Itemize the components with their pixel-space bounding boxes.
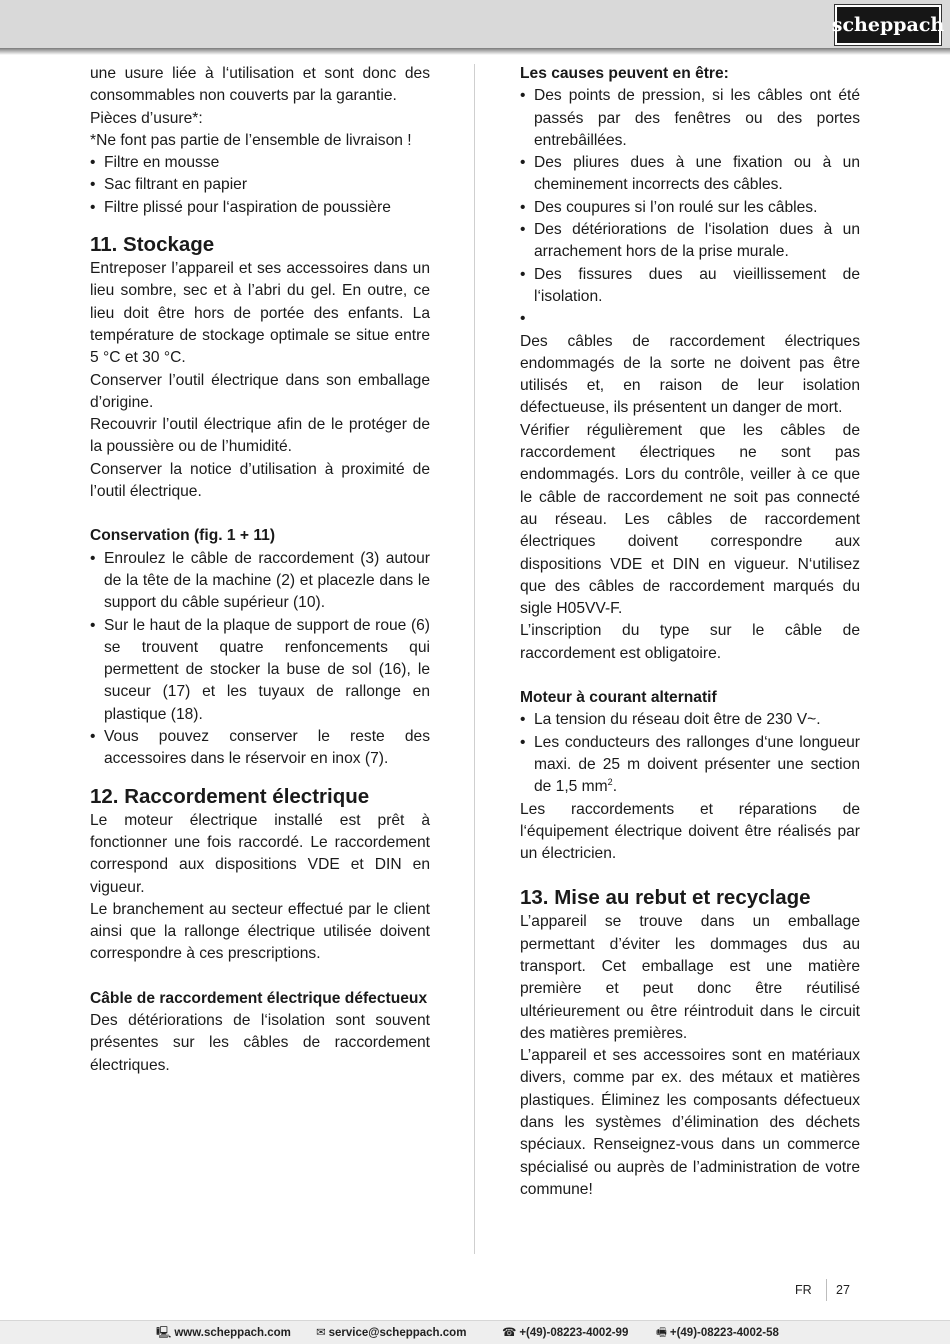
list-item: • Des coupures si l’on roulé sur les câbles. (520, 197, 860, 219)
logo-text: scheppach (831, 14, 945, 36)
fax-icon: 🖷 (656, 1327, 667, 1339)
list-item: • Vous pouvez conserver le reste des accessoires dans le réservoir en inox (7). (90, 726, 430, 771)
conservation-heading: Conservation (fig. 1 + 11) (90, 527, 276, 545)
computer-icon: 🖳 (156, 1327, 172, 1339)
defective-cable-heading: Câble de raccordement électrique défectueux (90, 989, 428, 1007)
intro-paragraph: une usure liée à l‘utilisation et sont donc des consommables non couverts par la garantie. (90, 65, 430, 105)
list-item: • Filtre plissé pour l‘aspiration de poussière (90, 197, 430, 219)
phone-item (502, 1325, 628, 1339)
list-item: • Des fissures dues au vieillissement de l‘isolation. (520, 264, 860, 309)
email-item[interactable] (316, 1325, 466, 1339)
electrician-paragraph: Les raccordements et réparations de l‘équipement électrique doivent être réalisés par un électricien. (520, 800, 860, 863)
defective-cable-paragraph: Des détériorations de l‘isolation sont souvent présentes sur les câbles de raccordement électriques. (90, 1011, 430, 1074)
section-12-heading: 12. Raccordement électrique (90, 784, 370, 808)
storage-paragraph-1: Entreposer l’appareil et ses accessoires dans un lieu sombre, sec et à l’abri du gel. En outre, ce lieu doit être hors de portée des enfants. La température de stockage optimale se situe entre 5 °C et 30 °C. (90, 260, 430, 367)
conservation-list (90, 548, 430, 771)
danger-paragraph: Des câbles de raccordement électriques endommagés de la sorte ne doivent pas être utilisés et, en raison de leur isolation défectueuse, ils présentent un danger de mort. (520, 332, 860, 417)
ac-motor-list (520, 709, 860, 798)
phone-number: +(49)-08223-4002-99 (519, 1327, 629, 1339)
check-paragraph: Vérifier régulièrement que les câbles de raccordement électriques ne sont pas endommagés. Lors du contrôle, veiller à ce que le câble de raccordement ne soit pas connecté au réseau. Les câbles de raccordement électriques doivent correspondre aux dispositions VDE et DIN en vigueur. N‘utilisez que des câbles de raccordement marqués du sigle H05VV-F. (520, 421, 860, 618)
wear-parts-note: *Ne font pas partie de l’ensemble de livraison ! (90, 131, 412, 149)
column-divider (474, 64, 475, 1254)
website-link[interactable]: www.scheppach.com (174, 1327, 291, 1339)
fax-number: +(49)-08223-4002-58 (669, 1327, 779, 1339)
list-item-text: Les conducteurs des rallonges d‘une longueur maxi. de 25 m doivent présenter une section de 1,5 mm (534, 733, 860, 796)
fax-item (656, 1325, 779, 1344)
mail-icon: ✉ (316, 1327, 326, 1339)
wear-parts-title: Pièces d’usure*: (90, 109, 203, 127)
list-item: • Des pliures dues à une fixation ou à un cheminement incorrects des câbles. (520, 152, 860, 197)
phone-icon: ☎ (502, 1327, 517, 1339)
section-13-heading: 13. Mise au rebut et recyclage (520, 886, 811, 910)
wear-parts-list (90, 152, 430, 219)
storage-paragraph-2: Conserver l’outil électrique dans son emballage d’origine. (90, 371, 430, 411)
list-item: • Des détériorations de l‘isolation dues à un arrachement hors de la prise murale. (520, 219, 860, 264)
right-column (520, 63, 860, 1201)
email-link[interactable]: service@scheppach.com (328, 1327, 467, 1339)
disposal-paragraph-2: L’appareil et ses accessoires sont en matériaux divers, comme par ex. des métaux et matières plastiques. Éliminez les composants défectueux dans les systèmes d’élimination des déchets spéciaux. Renseignez-vous dans un commerce spécialisé ou auprès de l’administration de votre commune! (520, 1047, 860, 1198)
header-shadow (0, 48, 950, 55)
list-item: • La tension du réseau doit être de 230 V~. (520, 709, 860, 731)
header-band (0, 0, 950, 49)
list-item (520, 308, 860, 330)
list-item: • Sur le haut de la plaque de support de roue (6) se trouvent quatre renfoncements qui permettent de stocker la buse de sol (16), le suceur (17) et les tuyaux de rallonge en plastique (18). (90, 615, 430, 726)
list-item-end: . (612, 778, 618, 796)
language-code: FR (795, 1283, 812, 1297)
scheppach-logo (831, 5, 945, 45)
storage-paragraph-3: Recouvrir l’outil électrique afin de le protéger de la poussière ou de l’humidité. (90, 416, 430, 456)
list-item (520, 732, 860, 799)
causes-list (520, 85, 860, 330)
electrical-paragraph-1: Le moteur électrique installé est prêt à fonctionner une fois raccordé. Le raccordement correspond aux dispositions VDE et DIN en vigueur. (90, 811, 430, 896)
left-column (90, 63, 430, 1077)
footer-separator (826, 1279, 827, 1301)
storage-paragraph-4: Conserver la notice d’utilisation à proximité de l’outil électrique. (90, 460, 430, 501)
section-11-heading: 11. Stockage (90, 233, 215, 257)
page-number: 27 (836, 1283, 850, 1297)
contact-bar (0, 1320, 950, 1344)
list-item: • Des points de pression, si les câbles ont été passés par des fenêtres ou des portes entrebâillées. (520, 85, 860, 152)
list-item: • Enroulez le câble de raccordement (3) autour de la tête de la machine (2) et placezle dans le support du câble supérieur (10). (90, 548, 430, 615)
list-item: • Filtre en mousse (90, 152, 430, 174)
superscript: 2 (607, 777, 613, 788)
type-paragraph: L’inscription du type sur le câble de raccordement est obligatoire. (520, 622, 860, 662)
electrical-paragraph-2: Le branchement au secteur effectué par le client ainsi que la rallonge électrique utilisée doivent correspondre à ces prescriptions. (90, 900, 430, 963)
list-item: • Sac filtrant en papier (90, 174, 430, 196)
ac-motor-heading: Moteur à courant alternatif (520, 689, 717, 707)
disposal-paragraph-1: L’appareil se trouve dans un emballage permettant d’éviter les dommages dus au transport. Cet emballage est une matière première et peut donc être réutilisé ultérieurement ou être réintroduit dans le circuit des matières premières. (520, 913, 860, 1042)
causes-heading: Les causes peuvent en être: (520, 65, 729, 82)
website-item[interactable] (156, 1325, 291, 1344)
